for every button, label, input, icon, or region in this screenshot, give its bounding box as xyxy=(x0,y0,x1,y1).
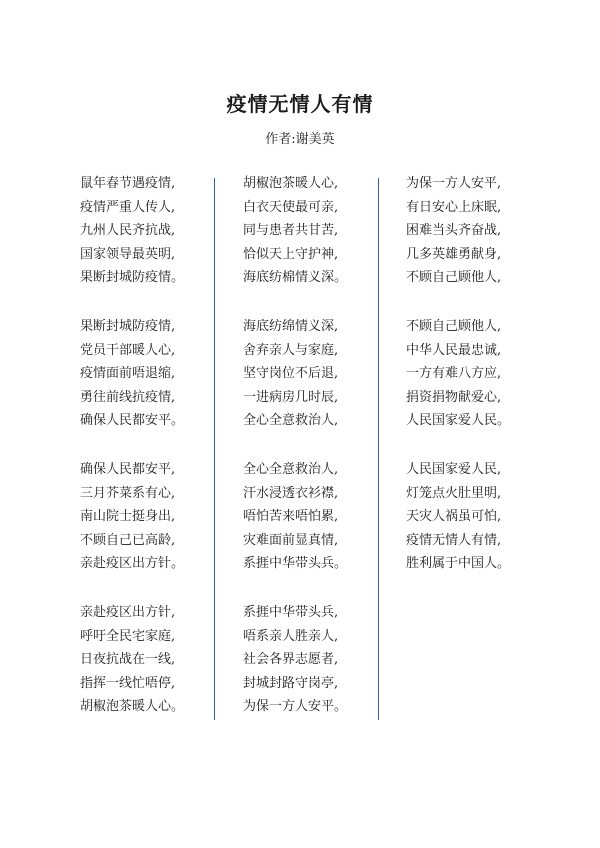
poem-stanza xyxy=(243,601,347,719)
poem-title: 疫情无情人有情 xyxy=(226,92,374,116)
poem-line: 恰似天上守护神, xyxy=(243,246,339,262)
poem-line: 天灾人祸虽可怕, xyxy=(406,509,502,525)
poem-author: 作者:谢美英 xyxy=(265,132,335,147)
poem-line: 南山院士挺身出, xyxy=(80,509,176,525)
poem-line: 坚守岗位不后退, xyxy=(243,366,339,382)
poem-line: 九州人民齐抗战, xyxy=(80,223,176,239)
poem-line: 不顾自己顾他人, xyxy=(406,318,502,334)
poem-line: 为保一方人安平, xyxy=(406,176,502,191)
poem-line: 捐资捐物献爱心, xyxy=(406,389,502,405)
poem-line: 确保人民都安平, xyxy=(80,461,176,477)
poem-stanza xyxy=(80,172,184,290)
poem-line: 封城封路守岗亭, xyxy=(243,675,339,691)
poem-column-3 xyxy=(406,172,510,601)
poem-line: 唔系亲人胜亲人, xyxy=(243,628,339,644)
poem-stanza xyxy=(406,458,510,576)
poem-line: 一方有难八方应, xyxy=(406,366,502,382)
poem-line: 确保人民都安平。 xyxy=(80,413,185,429)
poem-line: 三月芥菜系有心, xyxy=(80,485,176,501)
poem-line: 勇往前线抗疫情, xyxy=(80,389,176,405)
poem-line: 呼吁全民宅家庭, xyxy=(80,628,176,644)
poem-line: 有日安心上床眠, xyxy=(406,199,502,215)
poem-line: 灾难面前显真情, xyxy=(243,532,339,548)
poem-line: 一进病房几时辰, xyxy=(243,389,339,405)
poem-line: 人民国家爱人民。 xyxy=(406,413,511,429)
poem-stanza xyxy=(80,315,184,433)
poem-line: 海底纺棉情义深。 xyxy=(243,270,348,286)
poem-line: 胜利属于中国人。 xyxy=(406,556,511,572)
poem-line: 舍弃亲人与家庭, xyxy=(243,342,339,358)
poem-line: 果断封城防疫情。 xyxy=(80,270,185,286)
poem-line: 疫情无情人有情, xyxy=(406,532,502,548)
poem-line: 几多英雄勇献身, xyxy=(406,246,502,262)
poem-line: 同与患者共甘苦, xyxy=(243,223,339,239)
poem-line: 果断封城防疫情, xyxy=(80,318,176,334)
poem-stanza xyxy=(80,458,184,576)
poem-line: 人民国家爱人民, xyxy=(406,461,502,477)
poem-line: 不顾自己顾他人, xyxy=(406,270,502,286)
poem-stanza xyxy=(406,315,510,433)
poem-line: 国家领导最英明, xyxy=(80,246,176,262)
column-divider xyxy=(378,178,379,720)
poem-stanza xyxy=(243,315,347,433)
column-divider xyxy=(214,178,215,720)
poem-line: 日夜抗战在一线, xyxy=(80,652,176,668)
poem-line: 白衣天使最可亲, xyxy=(243,199,339,215)
poem-line: 鼠年春节遇疫情, xyxy=(80,176,176,191)
poem-line: 胡椒泡茶暖人心, xyxy=(243,176,339,191)
poem-line: 系捱中华带头兵。 xyxy=(243,556,348,572)
poem-line: 中华人民最忠诚, xyxy=(406,342,502,358)
poem-stanza xyxy=(80,601,184,719)
poem-line: 疫情严重人传人, xyxy=(80,199,176,215)
poem-line: 海底纺绵情义深, xyxy=(243,318,339,334)
poem-line: 社会各界志愿者, xyxy=(243,652,339,668)
poem-column-1 xyxy=(80,172,184,744)
poem-line: 唔怕苦来唔怕累, xyxy=(243,509,339,525)
poem-line: 困难当头齐奋战, xyxy=(406,223,502,239)
poem-line: 灯笼点火肚里明, xyxy=(406,485,502,501)
poem-line: 疫情面前唔退缩, xyxy=(80,366,176,382)
poem-line: 全心全意救治人, xyxy=(243,413,339,429)
poem-column-2 xyxy=(243,172,347,744)
poem-line: 汗水浸透衣衫襟, xyxy=(243,485,339,501)
poem-line: 系捱中华带头兵, xyxy=(243,604,339,620)
poem-stanza xyxy=(243,172,347,290)
poem-stanza xyxy=(406,172,510,290)
poem-stanza xyxy=(243,458,347,576)
poem-line: 亲赴疫区出方针, xyxy=(80,604,176,620)
poem-line: 指挥一线忙唔停, xyxy=(80,675,176,691)
poem-line: 全心全意救治人, xyxy=(243,461,339,477)
poem-line: 胡椒泡茶暖人心。 xyxy=(80,699,185,715)
poem-line: 为保一方人安平。 xyxy=(243,699,348,715)
poem-line: 党员干部暖人心, xyxy=(80,342,176,358)
poem-line: 不顾自己已高龄, xyxy=(80,532,176,548)
poem-line: 亲赴疫区出方针。 xyxy=(80,556,185,572)
